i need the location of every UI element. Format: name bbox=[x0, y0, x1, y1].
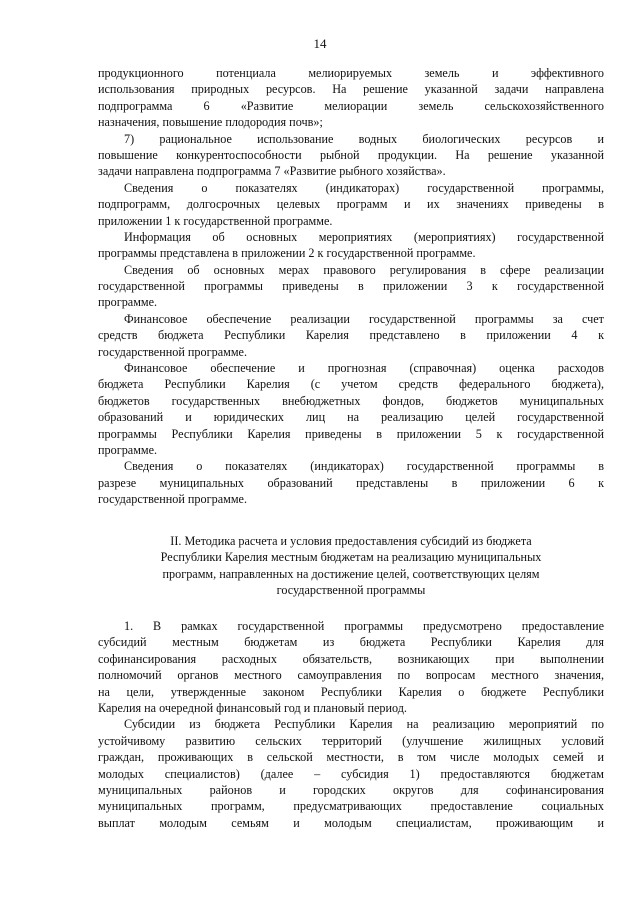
text-line: выплат молодым семьям и молодым специалистам, проживающим и bbox=[98, 815, 604, 830]
text-line: бюджета Республики Карелия (с учетом средств федерального бюджета), bbox=[98, 377, 604, 392]
text-line: бюджетов государственных внебюджетных фондов, бюджетов муниципальных bbox=[98, 393, 604, 408]
heading-line: государственной программы bbox=[276, 583, 426, 598]
text-line: программы Республики Карелия приведены в приложении 5 к государственной bbox=[98, 426, 604, 441]
text-line: 7) рациональное использование водных биологических ресурсов и bbox=[124, 131, 604, 146]
paragraph bbox=[98, 180, 604, 229]
body-text-top bbox=[98, 65, 604, 508]
paragraph bbox=[98, 458, 604, 507]
text-line: повышение конкурентоспособности рыбной продукции. На решение указанной bbox=[98, 147, 604, 162]
paragraph bbox=[98, 618, 604, 716]
text-line: субсидий местным бюджетам из бюджета Республики Карелия для bbox=[98, 635, 604, 650]
text-line: Сведения об основных мерах правового регулирования в сфере реализации bbox=[124, 262, 604, 277]
section-heading bbox=[98, 533, 604, 599]
paragraph bbox=[98, 262, 604, 311]
paragraph bbox=[98, 65, 604, 131]
text-line: государственной программе. bbox=[98, 344, 247, 359]
text-line: задачи направлена подпрограмма 7 «Развитие рыбного хозяйства». bbox=[98, 164, 446, 179]
paragraph bbox=[98, 360, 604, 458]
text-line: программе. bbox=[98, 295, 158, 310]
text-line: продукционного потенциала мелиорируемых земель и эффективного bbox=[98, 66, 604, 80]
text-line: Сведения о показателях (индикаторах) государственной программы в bbox=[124, 459, 604, 474]
page-number: 14 bbox=[313, 36, 327, 51]
text-line: граждан, проживающих в сельской местности, в том числе молодых семей и bbox=[98, 750, 604, 765]
text-line: разрезе муниципальных образований представлены в приложении 6 к bbox=[98, 475, 604, 490]
text-line: приложении 1 к государственной программе. bbox=[98, 213, 333, 228]
text-line: устойчивому развитию сельских территорий (улучшение жилищных условий bbox=[98, 733, 604, 748]
text-line: подпрограмма 6 «Развитие мелиорации земель сельскохозяйственного bbox=[98, 98, 604, 113]
text-line: средств бюджета Республики Карелия представлено в приложении 4 к bbox=[98, 328, 604, 343]
text-line: молодых специалистов) (далее – субсидия 1) предоставляются бюджетам bbox=[98, 766, 604, 781]
text-line: программы представлена в приложении 2 к государственной программе. bbox=[98, 246, 476, 261]
paragraph bbox=[98, 131, 604, 180]
paragraph bbox=[98, 311, 604, 360]
paragraph bbox=[98, 229, 604, 262]
text-line: программе. bbox=[98, 442, 158, 457]
text-line: Субсидии из бюджета Республики Карелия на реализацию мероприятий по bbox=[124, 717, 604, 732]
text-line: 1. В рамках государственной программы предусмотрено предоставление bbox=[124, 619, 604, 633]
text-line: назначения, повышение плодородия почв»; bbox=[98, 115, 323, 130]
heading-line: II. Методика расчета и условия предоставления субсидий из бюджета bbox=[170, 534, 532, 548]
text-line: образований и юридических лиц на реализацию целей государственной bbox=[98, 410, 604, 425]
text-line: муниципальных программ, предусматривающих предоставление социальных bbox=[98, 799, 604, 814]
text-line: Сведения о показателях (индикаторах) государственной программы, bbox=[124, 180, 604, 195]
paragraph bbox=[98, 716, 604, 831]
heading-line: программ, направленных на достижение целей, соответствующих целям bbox=[162, 566, 540, 581]
text-line: муниципальных районов и городских округов для софинансирования bbox=[98, 782, 604, 797]
text-line: полномочий органов местного самоуправления по вопросам местного значения, bbox=[98, 668, 604, 683]
text-line: Карелия на очередной финансовый год и плановый период. bbox=[98, 700, 407, 715]
text-line: Финансовое обеспечение реализации государственной программы за счет bbox=[124, 311, 604, 326]
text-line: на цели, утвержденные законом Республики Карелия о бюджете Республики bbox=[98, 684, 604, 699]
text-line: Финансовое обеспечение и прогнозная (справочная) оценка расходов bbox=[124, 361, 604, 376]
text-line: использования природных ресурсов. На решение указанной задачи направлена bbox=[98, 82, 604, 97]
heading-line: Республики Карелия местным бюджетам на реализацию муниципальных bbox=[160, 550, 542, 565]
text-line: государственной программы приведены в приложении 3 к государственной bbox=[98, 279, 604, 294]
text-line: Информация об основных мероприятиях (мероприятиях) государственной bbox=[124, 229, 604, 244]
body-text-bottom bbox=[98, 618, 604, 831]
text-line: государственной программе. bbox=[98, 492, 247, 507]
text-line: софинансирования расходных обязательств, возникающих при выполнении bbox=[98, 651, 604, 666]
text-line: подпрограмм, долгосрочных целевых программ и их значениях приведены в bbox=[98, 197, 604, 212]
